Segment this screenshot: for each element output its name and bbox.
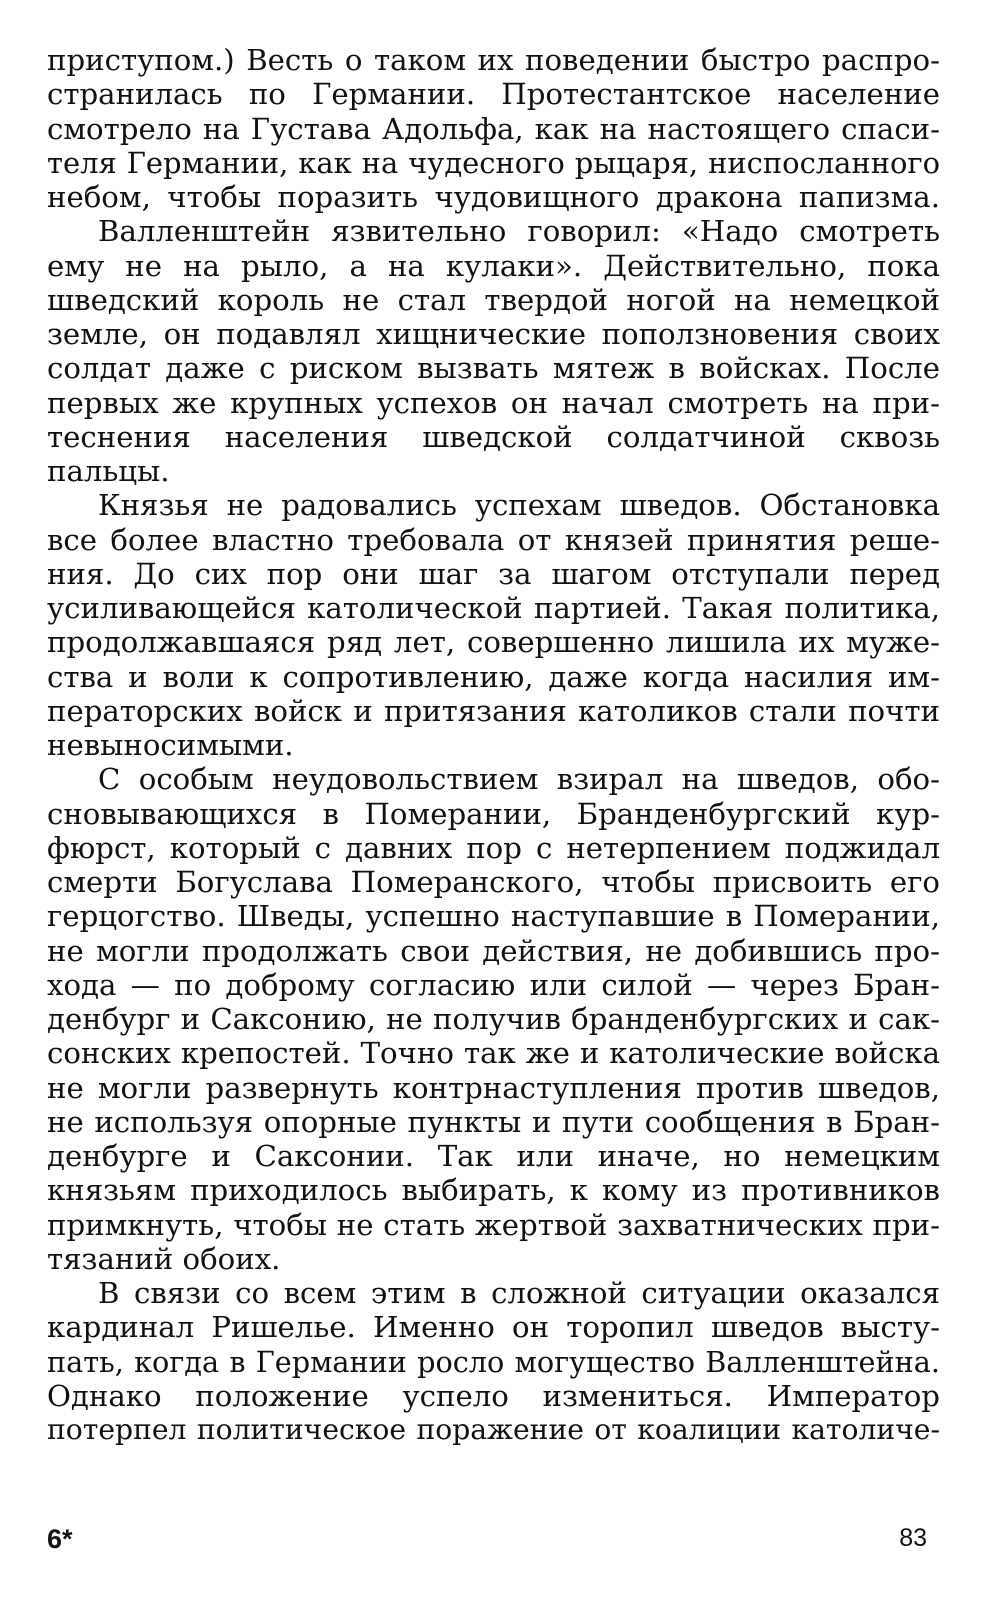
text-line: приступом.) Весть о таком их поведении быстро распро- <box>47 43 940 77</box>
text-line: денбург и Саксонию, не получив бранденбургских и сак- <box>47 1002 940 1036</box>
text-line: первых же крупных успехов он начал смотреть на при- <box>47 385 940 420</box>
text-line: потерпел политическое поражение от коалиции католиче- <box>47 1413 940 1446</box>
text-line: С особым неудовольствием взирал на шведов, обо- <box>98 762 940 797</box>
text-line: ему не на рыло, а на кулаки». Действительно, пока <box>47 248 940 283</box>
text-line: ператорских войск и притязания католиков стали почти <box>47 693 940 728</box>
printer-signature: 6* <box>47 1524 73 1554</box>
text-line: не могли продолжать свои действия, не добившись про- <box>47 933 940 968</box>
text-line: шведский король не стал твердой ногой на немецкой <box>47 282 940 317</box>
paragraph-2 <box>47 214 940 488</box>
text-line: все более властно требовала от князей принятия реше- <box>47 522 940 557</box>
text-line: денбурге и Саксонии. Так или иначе, но немецким <box>47 1139 940 1173</box>
paragraph-1 <box>47 43 940 214</box>
text-line: пать, когда в Германии росло могущество Валленштейна. <box>47 1344 940 1379</box>
text-line: невыносимыми. <box>47 728 294 762</box>
paragraph-5 <box>47 1276 940 1447</box>
text-line: тязаний обоих. <box>47 1241 281 1276</box>
text-line: ния. До сих пор они шаг за шагом отступали перед <box>47 556 940 591</box>
text-line: Однако положение успело измениться. Император <box>47 1378 940 1413</box>
text-line: усиливающейся католической партией. Такая политика, <box>47 591 940 625</box>
text-line: кардинал Ришелье. Именно он торопил шведов высту- <box>47 1310 940 1345</box>
text-line: сновывающихся в Померании, Бранденбургский кур- <box>47 796 940 831</box>
text-line: теля Германии, как на чудесного рыцаря, ниспосланного <box>47 145 940 180</box>
text-line: примкнуть, чтобы не стать жертвой захватнических при- <box>47 1207 940 1242</box>
text-line: солдат даже с риском вызвать мятеж в войсках. После <box>47 351 940 386</box>
text-line: В связи со всем этим в сложной ситуации оказался <box>98 1276 940 1310</box>
text-line: теснения населения шведской солдатчиной сквозь <box>47 419 940 454</box>
text-line: герцогство. Шведы, успешно наступавшие в Померании, <box>47 899 940 934</box>
text-line: фюрст, который с давних пор с нетерпением поджидал <box>47 830 940 865</box>
text-line: ства и воли к сопротивлению, даже когда насилия им- <box>47 659 940 694</box>
text-line: небом, чтобы поразить чудовищного дракона папизма. <box>47 180 940 214</box>
text-line: князьям приходилось выбирать, к кому из противников <box>47 1173 940 1208</box>
text-line: продолжавшаяся ряд лет, совершенно лишила их муже- <box>47 625 940 660</box>
text-line: не могли развернуть контрнаступления против шведов, <box>47 1070 940 1105</box>
text-line: сонских крепостей. Точно так же и католические войска <box>47 1036 940 1071</box>
text-line: пальцы. <box>47 454 170 488</box>
text-line: странилась по Германии. Протестантское население <box>47 77 940 112</box>
page-body <box>47 43 940 1447</box>
text-line: смотрело на Густава Адольфа, как на настоящего спаси- <box>47 111 940 146</box>
text-line: Валленштейн язвительно говорил: «Надо смотреть <box>98 214 940 249</box>
paragraph-4 <box>47 762 940 1276</box>
text-line: Князья не радовались успехам шведов. Обстановка <box>98 488 940 523</box>
text-line: хода — по доброму согласию или силой — через Бран- <box>47 967 940 1002</box>
paragraph-3 <box>47 488 940 762</box>
page-number: 83 <box>899 1524 927 1552</box>
text-line: смерти Богуслава Померанского, чтобы присвоить его <box>47 865 940 899</box>
text-line: земле, он подавлял хищнические поползновения своих <box>47 317 940 351</box>
text-line: не используя опорные пункты и пути сообщения в Бран- <box>47 1104 940 1139</box>
